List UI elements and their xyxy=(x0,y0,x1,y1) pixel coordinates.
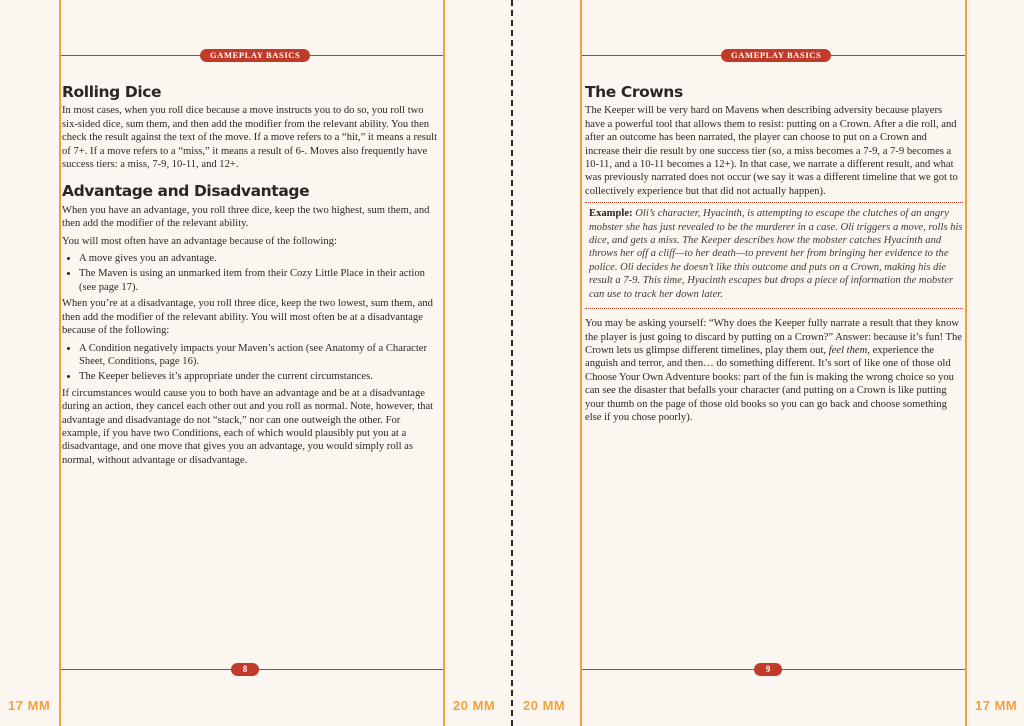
left-page-body xyxy=(62,83,440,471)
paragraph: In most cases, when you roll dice because a move instructs you to do so, you roll two six-sided dice, sum them, and then add the modifier from the relevant ability. You then check the result against the text of the move. If a move refers to a “hit,” it means a result of 7+. If a move refers to a “miss,” it means a result of 6-. Moves also frequently have success tiers: a miss, 7-9, 10-11, and 12+. xyxy=(62,105,438,171)
list-item: • The Maven is using an unmarked item from their Cozy Little Place in their action (see page 17). xyxy=(79,267,440,294)
margin-label-inner-left: 20 MM xyxy=(453,698,496,713)
paragraph: When you’re at a disadvantage, you roll three dice, keep the two lowest, sum them, and then add the modifier of the relevant ability. You will most often be at a disadvantage because of the following: xyxy=(62,298,433,337)
list-item: • The Keeper believes it’s appropriate under the current circumstances. xyxy=(79,370,440,383)
right-page xyxy=(512,0,1024,726)
margin-label-outer-left: 17 MM xyxy=(8,698,51,713)
section-banner: GAMEPLAY BASICS xyxy=(721,49,831,62)
margin-label-inner-right: 20 MM xyxy=(523,698,566,713)
heading-the-crowns: The Crowns xyxy=(585,83,683,101)
example-label: Example: xyxy=(589,208,633,220)
page-number: 9 xyxy=(754,663,782,676)
emphasis: feel them, xyxy=(828,344,870,356)
heading-rolling-dice: Rolling Dice xyxy=(62,83,162,101)
paragraph: If circumstances would cause you to both have an advantage and be at a disadvantage during an action, they cancel each other out and you roll as normal. Note, however, that advantage and disadvantage do not “stack,” nor can one outweigh the other. For example, if you have two Conditions, each of which would plausibly put you at a disadvantage, and one move that gives you an advantage, you would simply roll as normal, without advantage or disadvantage. xyxy=(62,387,434,466)
advantage-list xyxy=(62,252,440,294)
margin-label-outer-right: 17 MM xyxy=(975,698,1018,713)
example-box xyxy=(585,202,963,309)
section-banner: GAMEPLAY BASICS xyxy=(200,49,310,62)
heading-advantage: Advantage and Disadvantage xyxy=(62,182,310,201)
paragraph: You may be asking yourself: “Why does the Keeper fully narrate a result that they know the player is just going to discard by putting on a Crown?” Answer: because it’s fun! The Crown lets us glimpse different timelines, play them out, feel them, experience the anguish and terror, and then… do something different. It’s sort of like one of those old Choose Your Own Adventure books: part of the fun is making the wrong choice so you can see the disaster that befalls your character (and putting on a Crown is like putting your thumb on the page of those old books so you can go back and choose something else if you chose poorly). xyxy=(585,318,962,423)
example-text: Oli’s character, Hyacinth, is attempting to escape the clutches of an angry mobster she has just revealed to be the murderer in a case. Oli triggers a move, rolls his dice, and gets a miss. The Keeper describes how the mobster catches Hyacinth and throws her off a cliff—to her death—to prevent her from bringing her evidence to the police. Oli decides he doesn’t like this outcome and puts on a Crown, making his die result a 7-9. This time, Hyacinth escapes but drops a piece of information the mobster can use to track her down later. xyxy=(589,208,963,300)
list-item: • A move gives you an advantage. xyxy=(79,252,440,265)
paragraph: You will most often have an advantage because of the following: xyxy=(62,235,337,247)
paragraph: When you have an advantage, you roll three dice, keep the two highest, sum them, and then add the modifier of the relevant ability. xyxy=(62,204,430,230)
paragraph: The Keeper will be very hard on Mavens when describing adversity because players have a powerful tool that allows them to resist: putting on a Crown. After a die roll, and after an outcome has been narrated, the player can choose to put on a Crown and increase their die result by one success tier (so, a miss becomes a 7-9, a 7-9 becomes a 10-11, and a 10-11 becomes a 12+). In that case, we narrate a different result, and what was previously narrated does not occur (we say it was a different timeline that we got to collectively experience but that did not actually happen). xyxy=(585,105,958,197)
right-page-body xyxy=(585,83,963,428)
page-number: 8 xyxy=(231,663,259,676)
list-item: • A Condition negatively impacts your Maven’s action (see Anatomy of a Character Sheet, Conditions, page 16). xyxy=(79,342,440,369)
disadvantage-list xyxy=(62,342,440,384)
